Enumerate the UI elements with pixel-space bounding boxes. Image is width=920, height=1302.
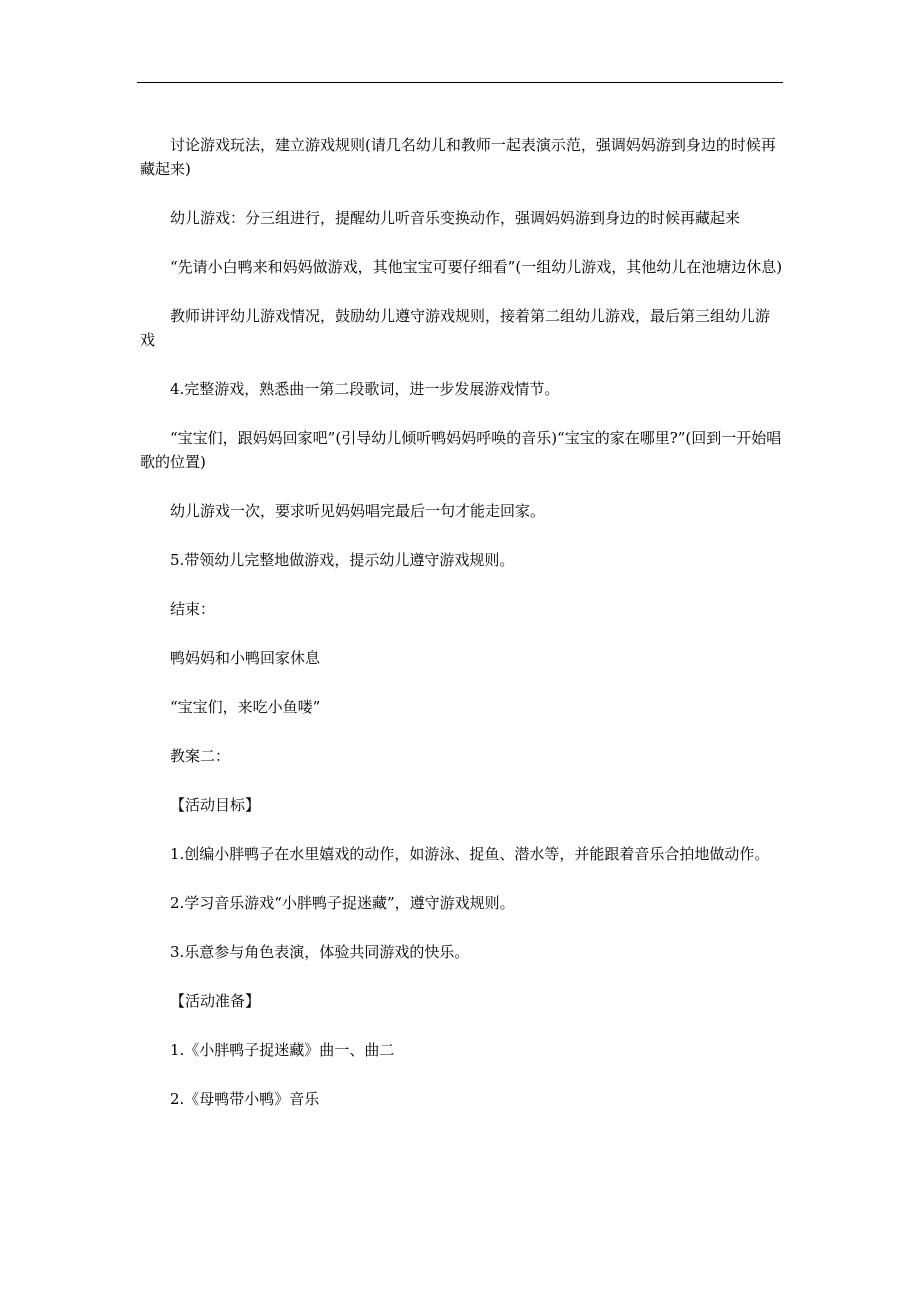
paragraph-child-game: 幼儿游戏：分三组进行，提醒幼儿听音乐变换动作，强调妈妈游到身边的时候再藏起来 — [170, 209, 741, 227]
paragraph-prep-2: 2.《母鸭带小鸭》音乐 — [170, 1090, 320, 1108]
section-heading-preparation: 【活动准备】 — [170, 992, 261, 1010]
paragraph-goal-2: 2.学习音乐游戏“小胖鸭子捉迷藏”，遵守游戏规则。 — [170, 894, 515, 912]
header-rule — [137, 82, 783, 83]
paragraph-prep-1: 1.《小胖鸭子捉迷藏》曲一、曲二 — [170, 1041, 395, 1059]
paragraph-play-once: 幼儿游戏一次，要求听见妈妈唱完最后一句才能走回家。 — [170, 502, 546, 520]
paragraph-goal-3: 3.乐意参与角色表演，体验共同游戏的快乐。 — [170, 943, 470, 961]
paragraph-rest: 鸭妈妈和小鸭回家休息 — [170, 649, 321, 667]
paragraph-step-5: 5.带领幼儿完整地做游戏，提示幼儿遵守游戏规则。 — [170, 551, 515, 569]
paragraph-white-duck: “先请小白鸭来和妈妈做游戏，其他宝宝可要仔细看”(一组幼儿游戏，其他幼儿在池塘边休息) — [170, 258, 783, 276]
paragraph-eat-fish: “宝宝们，来吃小鱼喽” — [170, 698, 321, 716]
paragraph-ending-heading: 结束： — [170, 600, 216, 618]
document-body — [140, 133, 784, 1136]
paragraph-goal-1: 1.创编小胖鸭子在水里嬉戏的动作，如游泳、捉鱼、潜水等，并能跟着音乐合拍地做动作。 — [170, 845, 770, 863]
paragraph-game-rules: 讨论游戏玩法，建立游戏规则(请几名幼儿和教师一起表演示范，强调妈妈游到身边的时候再藏起来) — [140, 136, 776, 178]
section-heading-goals: 【活动目标】 — [170, 796, 261, 814]
paragraph-teacher-review: 教师讲评幼儿游戏情况，鼓励幼儿遵守游戏规则，接着第二组幼儿游戏，最后第三组幼儿游戏 — [140, 307, 771, 349]
paragraph-go-home: “宝宝们，跟妈妈回家吧”(引导幼儿倾听鸭妈妈呼唤的音乐)“宝宝的家在哪里?”(回到一开始唱歌的位置) — [140, 429, 782, 471]
paragraph-lesson-two: 教案二： — [170, 747, 231, 765]
paragraph-step-4: 4.完整游戏，熟悉曲一第二段歌词，进一步发展游戏情节。 — [170, 380, 560, 398]
